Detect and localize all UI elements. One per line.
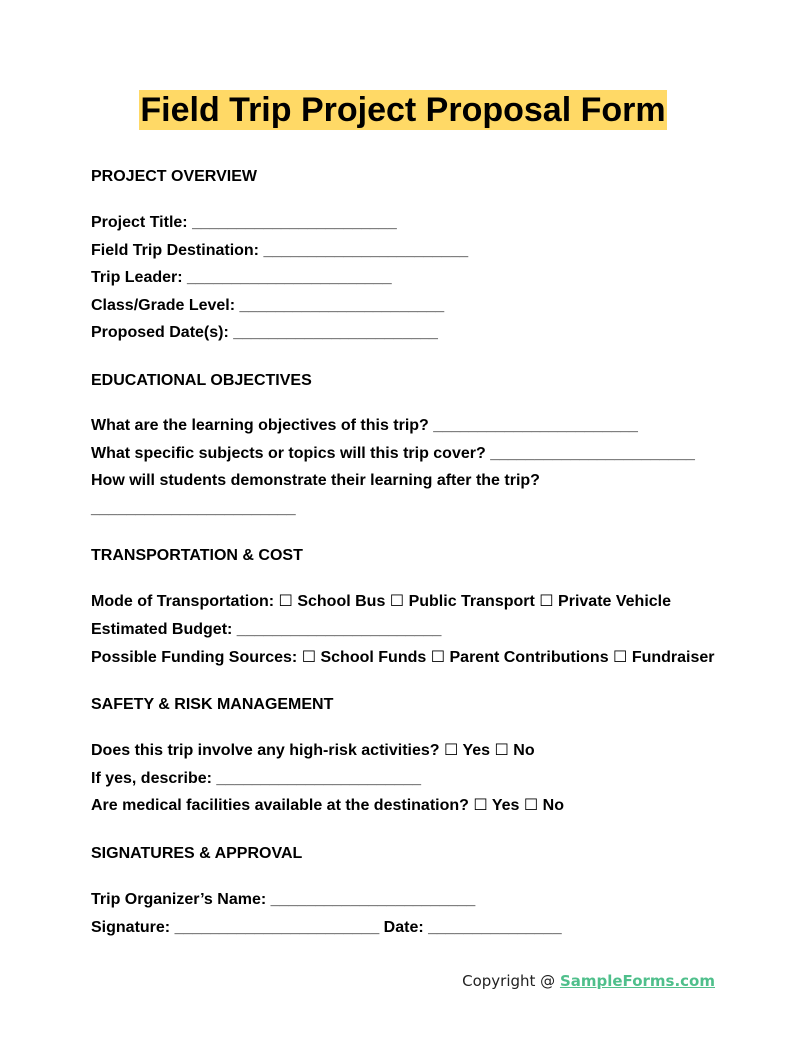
field-risk-describe[interactable]: If yes, describe: _______________________: [91, 769, 422, 787]
field-subjects-topics[interactable]: What specific subjects or topics will this trip cover? _______________________: [91, 444, 695, 462]
section-signatures: [91, 843, 731, 941]
field-funding-sources[interactable]: Possible Funding Sources: ☐ School Funds ☐ Parent Contributions ☐ Fundraiser: [91, 648, 715, 666]
section-heading: EDUCATIONAL OBJECTIVES: [91, 371, 312, 389]
field-class-grade[interactable]: Class/Grade Level: _______________________: [91, 296, 445, 314]
field-demonstrate-learning[interactable]: _______________________: [91, 499, 296, 517]
section-transportation-cost: [91, 545, 731, 671]
field-medical-facilities[interactable]: Are medical facilities available at the destination? ☐ Yes ☐ No: [91, 797, 564, 815]
field-estimated-budget[interactable]: Estimated Budget: _______________________: [91, 620, 442, 638]
section-heading: SIGNATURES & APPROVAL: [91, 844, 303, 862]
field-high-risk[interactable]: Does this trip involve any high-risk activities? ☐ Yes ☐ No: [91, 742, 535, 760]
field-trip-leader[interactable]: Trip Leader: _______________________: [91, 269, 392, 287]
section-project-overview: [91, 166, 731, 347]
copyright-prefix: Copyright @: [462, 972, 560, 990]
form-body: [91, 166, 731, 964]
brand-link[interactable]: SampleForms.com: [559, 972, 715, 990]
field-destination[interactable]: Field Trip Destination: _______________________: [91, 241, 469, 259]
section-heading: SAFETY & RISK MANAGEMENT: [91, 696, 334, 714]
field-signature-date[interactable]: Signature: _______________________ Date: _______________: [91, 918, 562, 936]
field-project-title[interactable]: Project Title: _______________________: [91, 214, 397, 231]
section-educational-objectives: [91, 370, 731, 522]
section-safety-risk: [91, 694, 731, 820]
field-transport-mode[interactable]: Mode of Transportation: ☐ School Bus ☐ Public Transport ☐ Private Vehicle: [91, 593, 672, 611]
copyright-footer: [462, 970, 715, 992]
field-organizer-name[interactable]: Trip Organizer’s Name: _______________________: [91, 890, 476, 908]
field-learning-objectives[interactable]: What are the learning objectives of this trip? _______________________: [91, 416, 638, 434]
section-heading: PROJECT OVERVIEW: [91, 168, 257, 185]
field-demonstrate-learning-label: How will students demonstrate their learning after the trip?: [91, 472, 540, 490]
field-proposed-dates[interactable]: Proposed Date(s): _______________________: [91, 324, 438, 342]
title-container: [0, 90, 806, 130]
page-title: Field Trip Project Proposal Form: [140, 91, 666, 129]
section-heading: TRANSPORTATION & COST: [91, 547, 303, 565]
